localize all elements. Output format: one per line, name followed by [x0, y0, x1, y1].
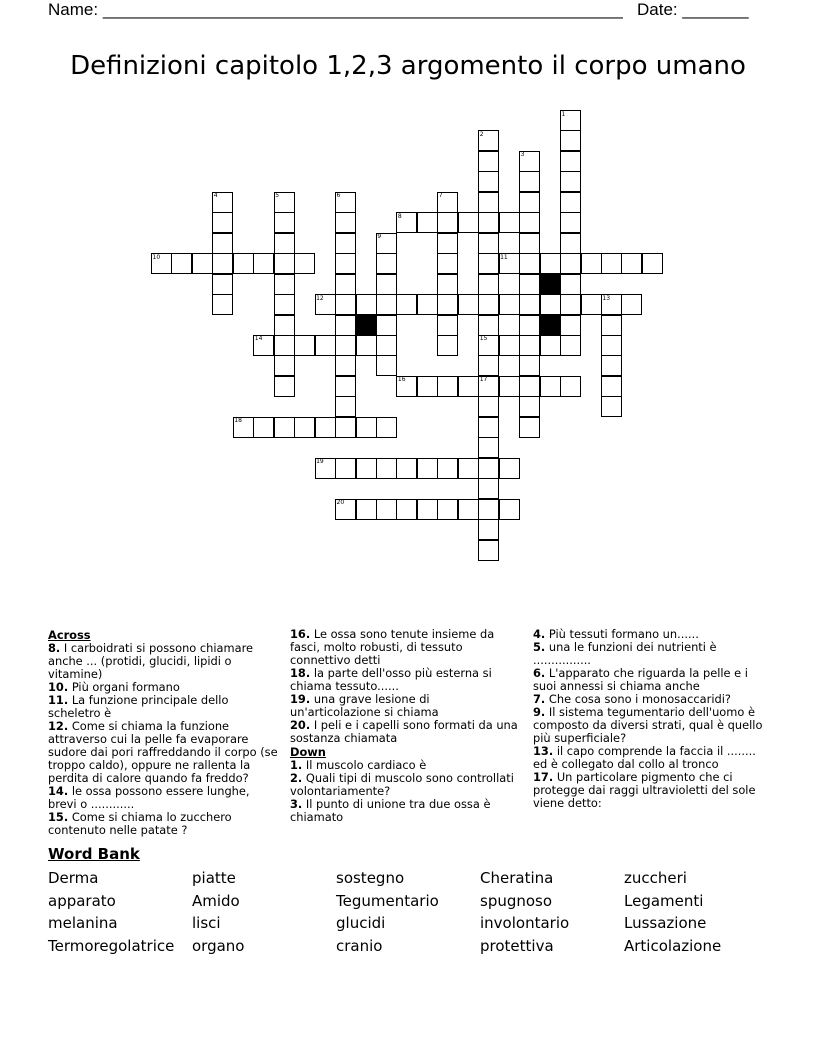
- word-bank-item: organo: [192, 936, 245, 955]
- crossword-cell[interactable]: [478, 437, 499, 458]
- clue-text: Come si chiama la funzione attraverso cui la pelle fa evaporare sudore dai pori raffreddando il corpo (se troppo caldo), oppure ne rallenta la perdita di calore quando fa freddo?: [48, 719, 278, 785]
- crossword-cell[interactable]: [253, 417, 274, 438]
- crossword-cell[interactable]: [478, 253, 499, 274]
- clue-number-6: 6: [336, 192, 341, 200]
- crossword-cell[interactable]: [356, 294, 377, 315]
- clue-number-19: 19: [316, 458, 324, 466]
- crossword-cell[interactable]: [478, 233, 499, 254]
- clue-number: 3.: [290, 797, 303, 811]
- crossword-cell[interactable]: [437, 274, 458, 295]
- clue: [48, 642, 280, 681]
- crossword-cell[interactable]: [253, 253, 274, 274]
- crossword-cell[interactable]: [478, 274, 499, 295]
- crossword-black-cell: [540, 315, 561, 336]
- clue-number-10: 10: [152, 253, 161, 261]
- clue-number: 8.: [48, 641, 61, 655]
- crossword-cell[interactable]: [581, 294, 602, 315]
- clue-number-5: 5: [275, 192, 280, 200]
- word-bank-title: Word Bank: [48, 845, 140, 863]
- crossword-cell[interactable]: [437, 212, 458, 233]
- crossword-cell[interactable]: [540, 294, 561, 315]
- crossword-cell[interactable]: [335, 315, 356, 336]
- clue: [290, 772, 522, 798]
- crossword-cell[interactable]: [192, 253, 213, 274]
- crossword-cell[interactable]: [356, 499, 377, 520]
- crossword-cell[interactable]: [335, 458, 356, 479]
- word-bank-item: Termoregolatrice: [48, 936, 175, 955]
- crossword-cell[interactable]: [417, 458, 438, 479]
- crossword-cell[interactable]: [519, 294, 540, 315]
- clue-number-17: 17: [479, 376, 488, 384]
- crossword-cell[interactable]: [274, 417, 295, 438]
- crossword-cell[interactable]: [478, 540, 499, 561]
- clue: [290, 667, 522, 693]
- word-bank-item: melanina: [48, 914, 118, 932]
- clue-number-20: 20: [336, 499, 345, 507]
- crossword-cell[interactable]: [437, 253, 458, 274]
- crossword-cell[interactable]: [499, 458, 520, 479]
- date-blank[interactable]: _______: [682, 0, 749, 19]
- crossword-cell[interactable]: [437, 458, 458, 479]
- clue-number: 19.: [290, 692, 311, 706]
- crossword-cell[interactable]: [356, 417, 377, 438]
- crossword-cell[interactable]: [437, 294, 458, 315]
- crossword-cell[interactable]: [519, 274, 540, 295]
- name-label: Name:: [48, 0, 99, 19]
- clue-text: Il muscolo cardiaco è: [305, 758, 427, 772]
- crossword-cell[interactable]: [540, 335, 561, 356]
- crossword-cell[interactable]: [335, 294, 356, 315]
- clue-number-9: 9: [377, 233, 382, 241]
- crossword-cell[interactable]: [335, 396, 356, 417]
- clue-text: una le funzioni dei nutrienti è ................: [533, 640, 717, 667]
- clue: [48, 720, 280, 785]
- crossword-cell[interactable]: [376, 335, 397, 356]
- word-bank-item: lisci: [192, 914, 221, 932]
- crossword-cell[interactable]: [274, 212, 295, 233]
- clue-number-4: 4: [213, 192, 218, 200]
- across-heading: Across: [48, 628, 91, 642]
- crossword-cell[interactable]: [376, 315, 397, 336]
- crossword-cell[interactable]: [519, 192, 540, 213]
- clue: [48, 785, 280, 811]
- crossword-cell[interactable]: [601, 376, 622, 397]
- clue-number: 10.: [48, 680, 69, 694]
- crossword-cell[interactable]: [519, 253, 540, 274]
- crossword-cell[interactable]: [274, 253, 295, 274]
- crossword-cell[interactable]: [519, 315, 540, 336]
- page-title: Definizioni capitolo 1,2,3 argomento il corpo umano: [70, 51, 746, 81]
- clue: [48, 694, 280, 720]
- clue-number-1: 1: [561, 110, 566, 118]
- crossword-cell[interactable]: [212, 212, 233, 233]
- crossword-cell[interactable]: [478, 192, 499, 213]
- crossword-cell[interactable]: [356, 335, 377, 356]
- crossword-cell[interactable]: [560, 233, 581, 254]
- crossword-cell[interactable]: [417, 212, 438, 233]
- crossword-cell[interactable]: [478, 396, 499, 417]
- crossword-cell[interactable]: [560, 274, 581, 295]
- crossword-cell[interactable]: [171, 253, 192, 274]
- crossword-cell[interactable]: [274, 294, 295, 315]
- crossword-cell[interactable]: [335, 253, 356, 274]
- crossword-cell[interactable]: [274, 274, 295, 295]
- crossword-cell[interactable]: [560, 151, 581, 172]
- clue-text: Più organi formano: [71, 680, 180, 694]
- word-bank-item: apparato: [48, 891, 116, 910]
- down-heading: Down: [290, 745, 326, 759]
- clue-number: 11.: [48, 693, 69, 707]
- clue-text: Il punto di unione tra due ossa è chiamato: [290, 797, 491, 824]
- crossword-cell[interactable]: [396, 499, 417, 520]
- crossword-cell[interactable]: [212, 233, 233, 254]
- crossword-cell[interactable]: [478, 315, 499, 336]
- crossword-cell[interactable]: [601, 253, 622, 274]
- crossword-cell[interactable]: [642, 253, 663, 274]
- clue: [290, 628, 522, 667]
- clue: [533, 771, 765, 810]
- crossword-cell[interactable]: [274, 315, 295, 336]
- clue-number-11: 11: [500, 253, 508, 261]
- crossword-cell[interactable]: [519, 335, 540, 356]
- crossword-cell[interactable]: [335, 417, 356, 438]
- clue-number-2: 2: [479, 130, 484, 138]
- crossword-cell[interactable]: [540, 376, 561, 397]
- crossword-cell[interactable]: [560, 376, 581, 397]
- crossword-cell[interactable]: [274, 335, 295, 356]
- clue-text: il capo comprende la faccia il ........ ed è collegato dal collo al tronco: [533, 744, 756, 771]
- clue-number: 9.: [533, 705, 546, 719]
- crossword-cell[interactable]: [437, 499, 458, 520]
- crossword-cell[interactable]: [212, 274, 233, 295]
- crossword-cell[interactable]: [335, 335, 356, 356]
- crossword-cell[interactable]: [396, 458, 417, 479]
- crossword-cell[interactable]: [294, 335, 315, 356]
- clues-column-1: [48, 628, 280, 837]
- crossword-cell[interactable]: [376, 458, 397, 479]
- clue-number: 13.: [533, 744, 554, 758]
- crossword-cell[interactable]: [601, 396, 622, 417]
- word-bank-item: Articolazione: [624, 936, 722, 955]
- word-bank-item: cranio: [336, 936, 383, 955]
- crossword-cell[interactable]: [212, 294, 233, 315]
- crossword-cell[interactable]: [335, 233, 356, 254]
- word-bank-item: Derma: [48, 869, 99, 887]
- crossword-cell[interactable]: [376, 274, 397, 295]
- crossword-cell[interactable]: [396, 294, 417, 315]
- word-bank: [48, 867, 768, 957]
- word-bank-item: zuccheri: [624, 869, 687, 887]
- crossword-cell[interactable]: [458, 294, 479, 315]
- clue-number: 14.: [48, 784, 69, 798]
- crossword-black-cell: [356, 315, 377, 336]
- clue-number: 1.: [290, 758, 303, 772]
- crossword-cell[interactable]: [519, 355, 540, 376]
- crossword-cell[interactable]: [478, 212, 499, 233]
- crossword-cell[interactable]: [621, 294, 642, 315]
- crossword-cell[interactable]: [621, 253, 642, 274]
- clue-text: Un particolare pigmento che ci protegge dai raggi ultravioletti del sole viene detto:: [533, 770, 756, 810]
- clue-number-16: 16: [397, 376, 406, 384]
- word-bank-item: Cheratina: [480, 869, 554, 887]
- word-bank-item: Amido: [192, 891, 240, 910]
- clue-text: La funzione principale dello scheletro è: [48, 693, 229, 720]
- crossword-cell[interactable]: [499, 335, 520, 356]
- clue: [533, 745, 765, 771]
- crossword-cell[interactable]: [560, 130, 581, 151]
- crossword-cell[interactable]: [458, 458, 479, 479]
- word-bank-item: sostegno: [336, 869, 405, 887]
- clue: [48, 811, 280, 837]
- clue-text: la parte dell'osso più esterna si chiama tessuto......: [290, 666, 492, 693]
- word-bank-item: Legamenti: [624, 891, 704, 910]
- crossword-cell[interactable]: [478, 519, 499, 540]
- crossword-cell[interactable]: [458, 376, 479, 397]
- clue-text: Che cosa sono i monosaccaridi?: [548, 692, 731, 706]
- crossword-cell[interactable]: [417, 499, 438, 520]
- crossword-cell[interactable]: [499, 376, 520, 397]
- crossword-cell[interactable]: [356, 458, 377, 479]
- crossword-cell[interactable]: [437, 315, 458, 336]
- crossword-cell[interactable]: [437, 233, 458, 254]
- crossword-cell[interactable]: [519, 417, 540, 438]
- clue-number: 2.: [290, 771, 303, 785]
- date-label: Date:: [637, 0, 678, 19]
- clue-text: Come si chiama lo zucchero contenuto nelle patate ?: [48, 810, 232, 837]
- crossword-cell[interactable]: [560, 253, 581, 274]
- clue-text: una grave lesione di un'articolazione si chiama: [290, 692, 439, 719]
- crossword-cell[interactable]: [315, 335, 336, 356]
- clue: [290, 693, 522, 719]
- clues-column-3: [533, 628, 765, 810]
- clue-number: 17.: [533, 770, 554, 784]
- crossword-cell[interactable]: [478, 151, 499, 172]
- crossword-cell[interactable]: [519, 396, 540, 417]
- crossword-cell[interactable]: [581, 253, 602, 274]
- crossword-cell[interactable]: [335, 376, 356, 397]
- crossword-cell[interactable]: [274, 355, 295, 376]
- crossword-cell[interactable]: [376, 294, 397, 315]
- crossword-cell[interactable]: [601, 335, 622, 356]
- crossword-cell[interactable]: [478, 458, 499, 479]
- clue: [533, 667, 765, 693]
- word-bank-item: Tegumentario: [336, 891, 439, 910]
- crossword-cell[interactable]: [458, 499, 479, 520]
- clue-number: 16.: [290, 627, 311, 641]
- crossword-cell[interactable]: [560, 192, 581, 213]
- crossword-cell[interactable]: [376, 499, 397, 520]
- crossword-cell[interactable]: [294, 253, 315, 274]
- clue-number-15: 15: [479, 335, 488, 343]
- crossword-cell[interactable]: [519, 233, 540, 254]
- clue-number-3: 3: [520, 151, 525, 159]
- clue-number: 20.: [290, 718, 311, 732]
- word-bank-item: protettiva: [480, 936, 554, 955]
- crossword-cell[interactable]: [560, 294, 581, 315]
- clue-text: Più tessuti formano un......: [548, 627, 699, 641]
- crossword-cell[interactable]: [458, 212, 479, 233]
- clue-number: 7.: [533, 692, 546, 706]
- crossword-cell[interactable]: [560, 212, 581, 233]
- word-bank-item: piatte: [192, 869, 236, 887]
- clue: [533, 706, 765, 745]
- word-bank-item: spugnoso: [480, 891, 553, 910]
- word-bank-item: Lussazione: [624, 914, 707, 932]
- crossword-cell[interactable]: [540, 253, 561, 274]
- crossword-cell[interactable]: [478, 294, 499, 315]
- crossword-cell[interactable]: [560, 315, 581, 336]
- word-bank-item: glucidi: [336, 914, 386, 932]
- clue-number-12: 12: [316, 294, 324, 302]
- crossword-black-cell: [540, 274, 561, 295]
- clue-number: 5.: [533, 640, 546, 654]
- clue-number-14: 14: [254, 335, 263, 343]
- crossword-cell[interactable]: [499, 294, 520, 315]
- clue-number: 18.: [290, 666, 311, 680]
- crossword-cell[interactable]: [437, 376, 458, 397]
- clue: [533, 641, 765, 667]
- clue-number-8: 8: [397, 212, 402, 220]
- crossword-cell[interactable]: [417, 294, 438, 315]
- crossword-cell[interactable]: [478, 171, 499, 192]
- clue-number: 4.: [533, 627, 546, 641]
- crossword-cell[interactable]: [601, 355, 622, 376]
- clue-text: I carboidrati si possono chiamare anche ... (protidi, glucidi, lipidi o vitamine): [48, 641, 254, 681]
- clue-text: I peli e i capelli sono formati da una sostanza chiamata: [290, 718, 518, 745]
- crossword-cell[interactable]: [294, 417, 315, 438]
- crossword-cell[interactable]: [519, 212, 540, 233]
- crossword-cell[interactable]: [335, 355, 356, 376]
- clue-number-13: 13: [602, 294, 611, 302]
- crossword-cell[interactable]: [519, 376, 540, 397]
- crossword-cell[interactable]: [601, 315, 622, 336]
- clue-text: L'apparato che riguarda la pelle e i suoi annessi si chiama anche: [533, 666, 748, 693]
- crossword-cell[interactable]: [376, 253, 397, 274]
- crossword-cell[interactable]: [478, 499, 499, 520]
- word-bank-item: involontario: [480, 914, 570, 932]
- crossword-cell[interactable]: [376, 417, 397, 438]
- crossword-cell[interactable]: [315, 417, 336, 438]
- clue-text: Il sistema tegumentario dell'uomo è composto da diversi strati, qual è quello più superficiale?: [533, 705, 763, 745]
- clues-column-2: [290, 628, 522, 824]
- crossword-cell[interactable]: [499, 212, 520, 233]
- name-blank[interactable]: _______________________________________________________: [102, 0, 623, 19]
- clue-number-7: 7: [438, 192, 443, 200]
- clue-number: 12.: [48, 719, 69, 733]
- crossword-cell[interactable]: [519, 171, 540, 192]
- crossword-cell[interactable]: [478, 355, 499, 376]
- crossword-cell[interactable]: [560, 171, 581, 192]
- crossword-cell[interactable]: [274, 233, 295, 254]
- crossword-cell[interactable]: [274, 376, 295, 397]
- clue-text: Quali tipi di muscolo sono controllati volontariamente?: [290, 771, 514, 798]
- crossword-cell[interactable]: [560, 335, 581, 356]
- clue-text: Le ossa sono tenute insieme da fasci, molto robusti, di tessuto connettivo detti: [290, 627, 495, 667]
- crossword-cell[interactable]: [478, 478, 499, 499]
- crossword-cell[interactable]: [417, 376, 438, 397]
- crossword-cell[interactable]: [335, 274, 356, 295]
- clue: [290, 719, 522, 745]
- crossword-cell[interactable]: [212, 253, 233, 274]
- crossword-cell[interactable]: [478, 417, 499, 438]
- clue-text: le ossa possono essere lunghe, brevi o ............: [48, 784, 250, 811]
- crossword-cell[interactable]: [499, 499, 520, 520]
- crossword-cell[interactable]: [376, 355, 397, 376]
- crossword-cell[interactable]: [335, 212, 356, 233]
- crossword-cell[interactable]: [233, 253, 254, 274]
- clue-number: 15.: [48, 810, 69, 824]
- crossword-cell[interactable]: [437, 335, 458, 356]
- clue-number-18: 18: [234, 417, 242, 425]
- clue: [290, 798, 522, 824]
- clue-number: 6.: [533, 666, 546, 680]
